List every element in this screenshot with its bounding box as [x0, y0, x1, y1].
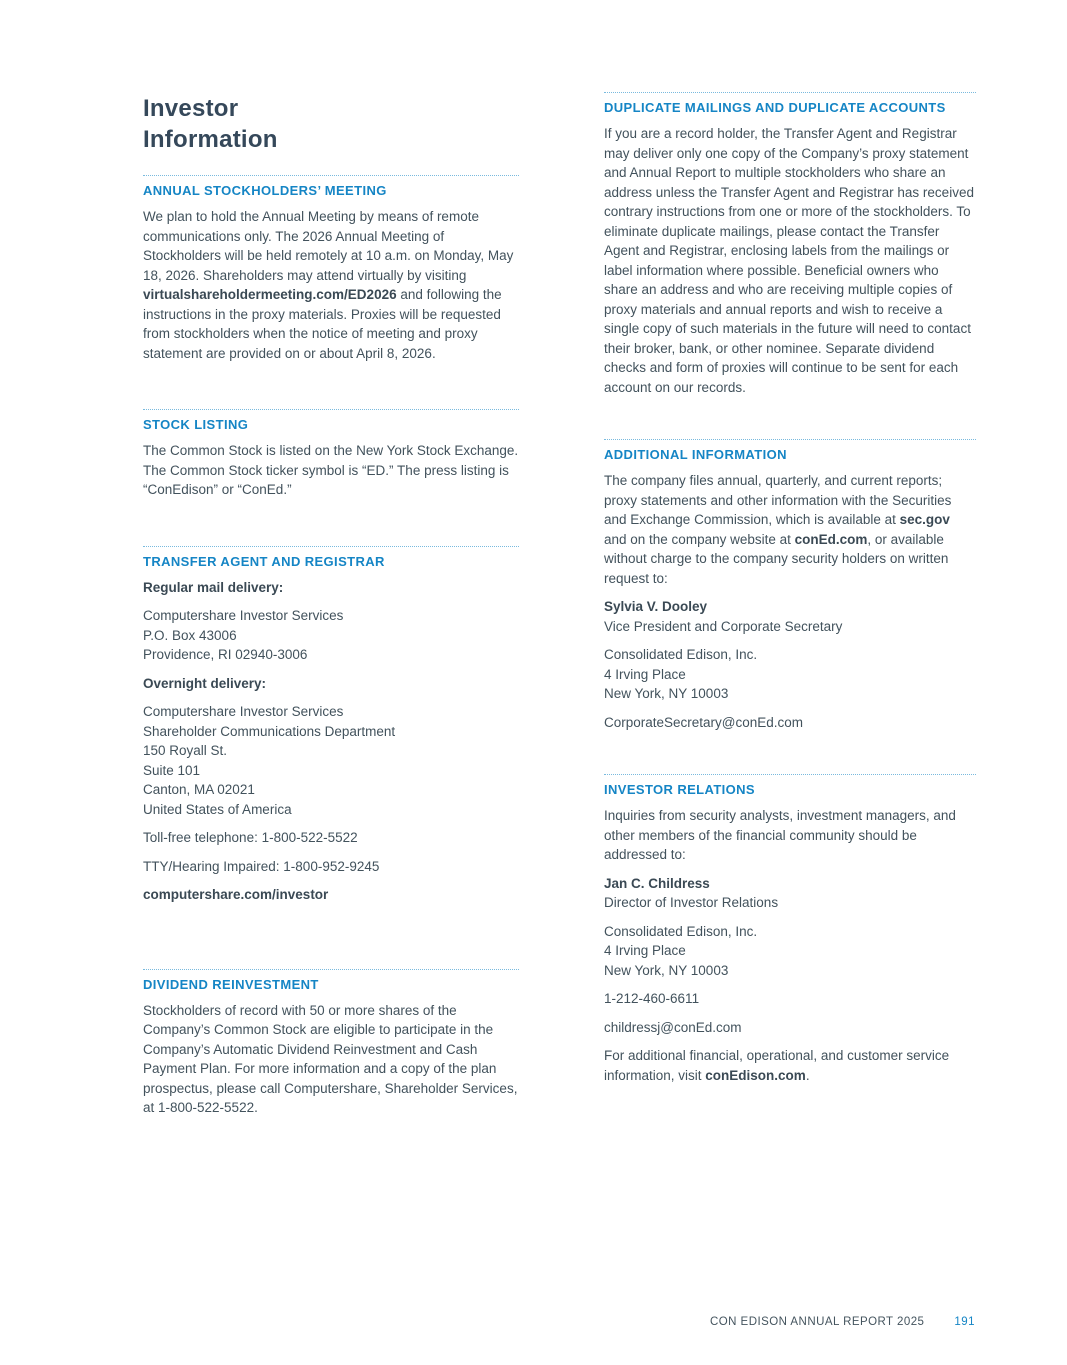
address-line: 4 Irving Place [604, 943, 686, 958]
stock-listing-paragraph: The Common Stock is listed on the New York Stock Exchange. The Common Stock ticker symbol is “ED.” The press listing is “ConEdison” or “ConEd.” [143, 443, 519, 497]
contact-title: Director of Investor Relations [604, 895, 779, 910]
section-duplicate-mailings [604, 92, 976, 397]
investor-relations-closing [604, 1046, 976, 1085]
address-line: Shareholder Communications Department [143, 723, 396, 739]
address-line: P.O. Box 43006 [143, 627, 237, 643]
contact-name: Sylvia V. Dooley [604, 599, 708, 614]
investor-relations-email: childressj@conEd.com [604, 1019, 742, 1035]
duplicate-mailings-heading: DUPLICATE MAILINGS AND DUPLICATE ACCOUNTS [604, 92, 976, 115]
coned-url: conEd.com [794, 531, 868, 547]
contact-name: Jan C. Childress [604, 875, 710, 891]
address-line: New York, NY 10003 [604, 686, 729, 701]
corporate-secretary-address [604, 645, 976, 704]
regular-mail-address [143, 606, 519, 665]
contact-title: Vice President and Corporate Secretary [604, 618, 843, 634]
annual-meeting-paragraph [143, 207, 519, 363]
dividend-paragraph: Stockholders of record with 50 or more shares of the Company’s Common Stock are eligible to participate in the Company’s Automatic Dividend Reinvestment and Cash Payment Plan. For more information and a copy of the plan prospectus, please call Computershare, Shareholder Services, at 1-800-522-5522. [143, 1002, 518, 1115]
address-line: United States of America [143, 801, 292, 817]
section-dividend-reinvestment [143, 969, 519, 1118]
page-title-line1: Investor [143, 95, 239, 122]
corporate-secretary-email: CorporateSecretary@conEd.com [604, 714, 804, 730]
dividend-heading: DIVIDEND REINVESTMENT [143, 969, 519, 992]
closing-text-1: For additional financial, operational, and customer service information, visit [604, 1048, 950, 1083]
address-line: Computershare Investor Services [143, 608, 344, 623]
left-column [143, 0, 519, 1118]
additional-info-heading: ADDITIONAL INFORMATION [604, 439, 976, 462]
annual-meeting-heading: ANNUAL STOCKHOLDERS’ MEETING [143, 175, 519, 198]
investor-relations-phone: 1-212-460-6611 [604, 991, 700, 1006]
additional-info-text-2: and on the company website at [604, 531, 795, 547]
section-stock-listing [143, 409, 519, 500]
section-transfer-agent [143, 546, 519, 905]
overnight-delivery-address [143, 702, 519, 819]
address-line: Consolidated Edison, Inc. [604, 647, 758, 662]
investor-relations-heading: INVESTOR RELATIONS [604, 774, 976, 797]
annual-meeting-text-2: and following the instructions in the proxy materials. Proxies will be requested from stockholders when the notice of meeting and proxy statement are provided on or about April 8, 2026. [143, 287, 502, 361]
page-title-line2: Information [143, 126, 278, 153]
address-line: New York, NY 10003 [604, 962, 729, 978]
sec-gov-url: sec.gov [899, 512, 950, 527]
address-line: Computershare Investor Services [143, 704, 344, 719]
investor-relations-address [604, 922, 976, 981]
address-line: 4 Irving Place [604, 666, 686, 682]
tty-phone: TTY/Hearing Impaired: 1-800-952-9245 [143, 858, 380, 874]
address-line: 150 Royall St. [143, 743, 228, 758]
duplicate-mailings-paragraph: If you are a record holder, the Transfer Agent and Registrar may deliver only one copy of the Company’s proxy statement and Annual Report to multiple stockholders who share an address unless the Transfer Agent and Registrar has received contrary instructions from one or more of the stockholders. To eliminate duplicate mailings, please contact the Transfer Agent and Registrar, enclosing labels from the mailings or label information where possible. Beneficial owners who share an address and who are receiving multiple copies of proxy materials and annual reports and wish to receive a single copy of such materials in the future will need to contact their broker, bank, or other nominee. Separate dividend checks and form of proxies will continue to be sent for each account on our records. [604, 126, 974, 395]
virtual-meeting-url: virtualshareholdermeeting.com/ED2026 [143, 287, 397, 302]
closing-text-2: . [805, 1067, 810, 1083]
additional-info-text-3: , or available without charge to the company security holders on written request to: [604, 531, 949, 586]
transfer-agent-heading: TRANSFER AGENT AND REGISTRAR [143, 546, 519, 569]
right-column [604, 0, 976, 1085]
tollfree-phone: Toll-free telephone: 1-800-522-5522 [143, 830, 358, 845]
address-line: Consolidated Edison, Inc. [604, 923, 758, 939]
section-additional-information [604, 439, 976, 732]
annual-meeting-text-1: We plan to hold the Annual Meeting by means of remote communications only. The 2026 Annual Meeting of Stockholders will be held remotely at 10 a.m. on Monday, May 18, 2026. Shareholders may attend virtually by visiting [143, 209, 514, 283]
conedison-url: conEdison.com [705, 1067, 806, 1083]
footer-report-title: CON EDISON ANNUAL REPORT 2025 [709, 1316, 925, 1328]
corporate-secretary-contact [604, 597, 976, 636]
additional-info-text-1: The company files annual, quarterly, and current reports; proxy statements and other information with the Securities and Exchange Commission, which is available at [604, 473, 952, 527]
address-line: Providence, RI 02940-3006 [143, 647, 308, 662]
investor-relations-paragraph: Inquiries from security analysts, investment managers, and other members of the financial community should be addressed to: [604, 808, 956, 862]
section-investor-relations [604, 774, 976, 1085]
page-footer [710, 1316, 975, 1328]
stock-listing-heading: STOCK LISTING [143, 409, 519, 432]
additional-info-paragraph [604, 471, 976, 588]
address-line: Suite 101 [143, 762, 201, 778]
computershare-url: computershare.com/investor [143, 887, 329, 902]
section-annual-stockholders-meeting [143, 175, 519, 363]
address-line: Canton, MA 02021 [143, 782, 255, 797]
overnight-delivery-label: Overnight delivery: [143, 675, 267, 691]
regular-mail-label: Regular mail delivery: [143, 579, 284, 595]
page-title [143, 93, 519, 155]
footer-page-number: 191 [954, 1316, 975, 1328]
investor-relations-contact [604, 874, 976, 913]
